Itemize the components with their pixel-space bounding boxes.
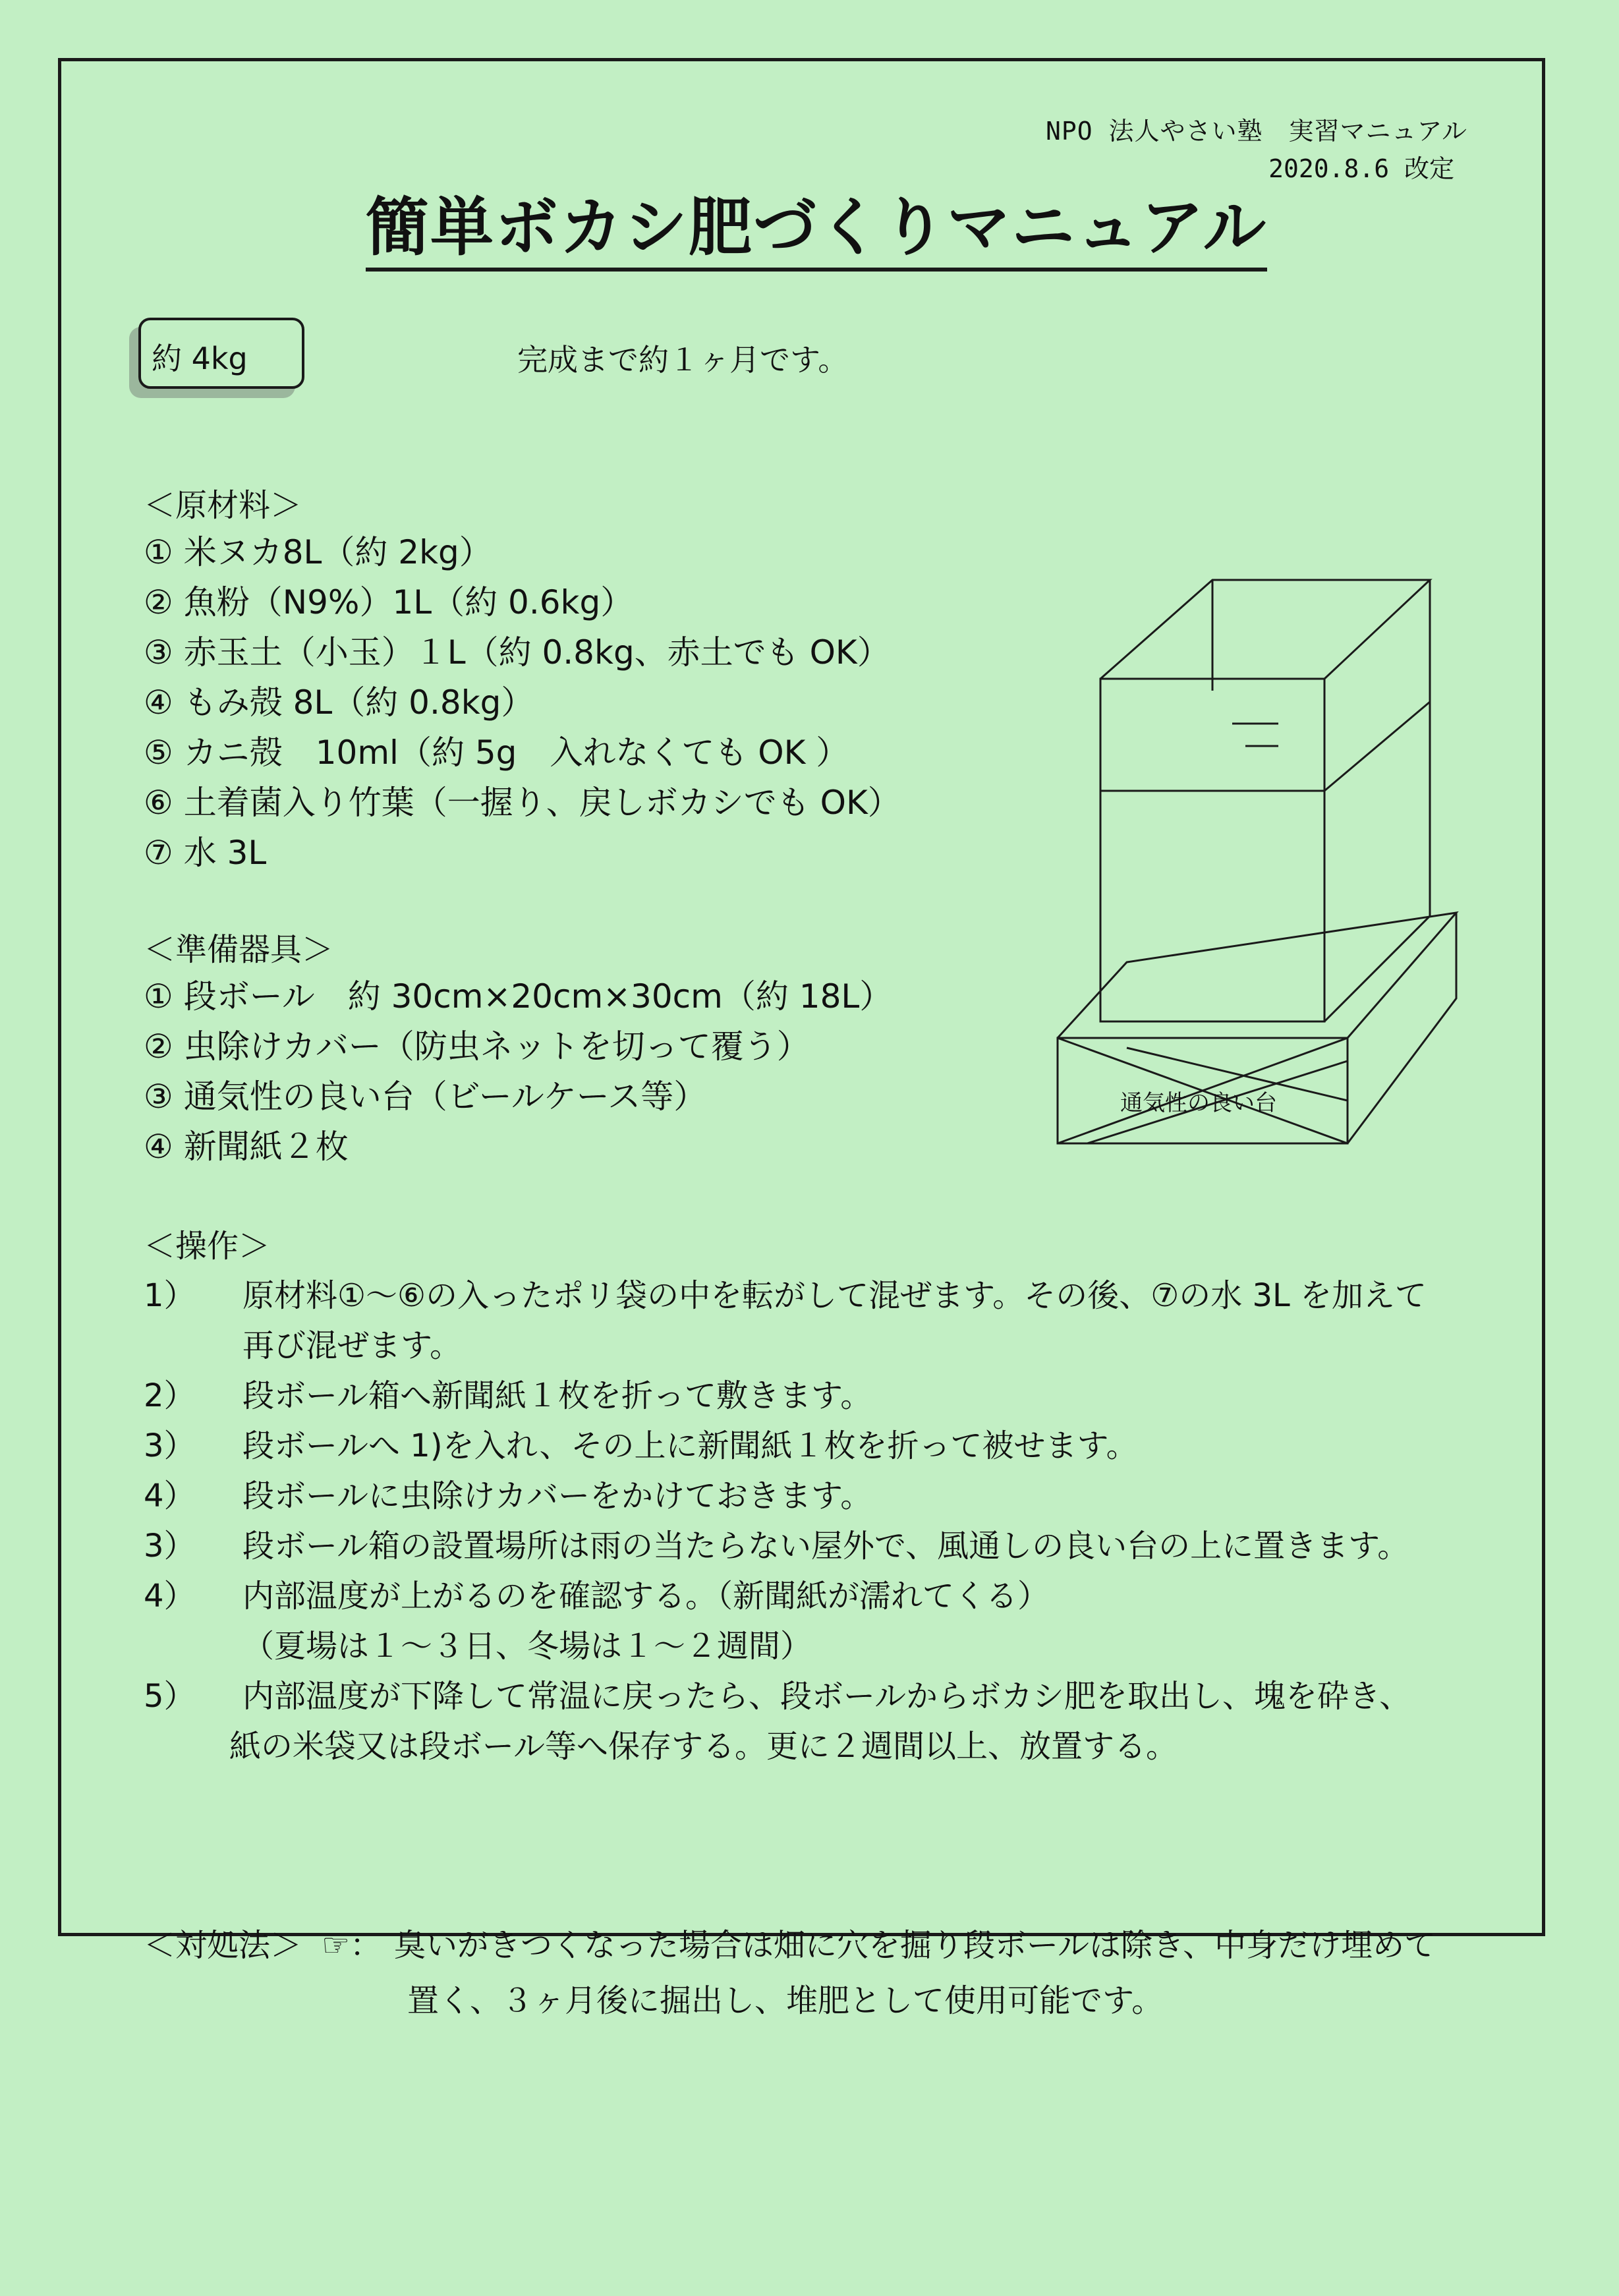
material-item: ⑥ 土着菌入り竹葉（一握り、戻しボカシでも OK）	[144, 784, 901, 822]
operations-list	[144, 1271, 1514, 1771]
operations-heading: ＜操作＞	[144, 1228, 271, 1265]
operation-step	[144, 1571, 1514, 1621]
operation-step	[144, 1471, 1514, 1521]
page-title: 簡単ボカシ肥づくりマニュアル	[366, 191, 1267, 272]
step-number: 4）	[144, 1478, 196, 1514]
remedy-heading: ＜対処法＞	[144, 1927, 302, 1964]
step-text: 段ボール箱へ新聞紙１枚を折って敷きます。	[242, 1377, 872, 1414]
stand-label: 通気性の良い台	[1120, 1090, 1277, 1116]
stand-side-face	[1348, 913, 1456, 1143]
net-top-face	[1100, 580, 1430, 679]
step-continuation: （夏場は１～３日、冬場は１～２週間）	[242, 1628, 812, 1665]
operation-step	[144, 1271, 1514, 1321]
materials-list	[144, 527, 901, 878]
equipment-item: ① 段ボール 約 30cm×20cm×30cm（約 18L）	[144, 977, 893, 1016]
material-item: ④ もみ殻 8L（約 0.8kg）	[144, 683, 534, 722]
step-continuation: 紙の米袋又は段ボール等へ保存する。更に２週間以上、放置する。	[229, 1728, 1178, 1765]
equipment-item: ④ 新聞紙２枚	[144, 1128, 349, 1166]
cardboard-front-face	[1100, 791, 1324, 1021]
equipment-item: ③ 通気性の良い台（ビールケース等）	[144, 1077, 707, 1116]
material-item: ⑤ カニ殻 10ml（約 5g 入れなくても OK ）	[144, 733, 849, 772]
equipment-list	[144, 971, 892, 1172]
remedy-text-continued: 置く、３ヶ月後に掘出し、堆肥として使用可能です。	[407, 1982, 1164, 2019]
remedy-text: 臭いがきつくなった場合は畑に穴を掘り段ボールは除き、中身だけ埋めて	[394, 1927, 1436, 1964]
revision-date: 2020.8.6 改定	[1268, 154, 1454, 183]
step-number: 5）	[144, 1678, 196, 1715]
step-number: 3）	[144, 1528, 196, 1564]
cardboard-bottom-edge	[1324, 916, 1430, 1021]
remedy-section	[144, 1918, 1436, 2028]
material-item: ③ 赤玉土（小玉）１L（約 0.8kg、赤土でも OK）	[144, 633, 890, 672]
step-text: 原材料①～⑥の入ったポリ袋の中を転がして混ぜます。その後、⑦の水 3L を加えて	[242, 1277, 1427, 1314]
step-number: 3）	[144, 1427, 196, 1464]
net-side-edge	[1324, 702, 1430, 791]
step-number: 2）	[144, 1377, 196, 1414]
stand-top-face	[1058, 913, 1456, 1038]
completion-note: 完成まで約１ヶ月です。	[517, 342, 849, 378]
equipment-item: ② 虫除けカバー（防虫ネットを切って覆う）	[144, 1027, 810, 1066]
step-text: 段ボール箱の設置場所は雨の当たらない屋外で、風通しの良い台の上に置きます。	[242, 1528, 1409, 1564]
weight-badge: 約 4kg	[138, 318, 304, 389]
materials-heading: ＜原材料＞	[144, 487, 302, 524]
organization-label: NPO 法人やさい塾 実習マニュアル	[1046, 117, 1467, 146]
material-item: ⑦ 水 3L	[144, 834, 267, 872]
step-number: 4）	[144, 1578, 196, 1615]
operation-step	[144, 1371, 1514, 1421]
pointing-hand-icon: ☞：	[322, 1927, 382, 1964]
material-item: ① 米ヌカ8L（約 2kg）	[144, 533, 492, 571]
step-text: 内部温度が上がるのを確認する。（新聞紙が濡れてくる）	[242, 1578, 1050, 1615]
step-number: 1）	[144, 1277, 196, 1314]
net-front-face	[1100, 679, 1324, 791]
step-text: 段ボールへ 1)を入れ、その上に新聞紙１枚を折って被せます。	[242, 1427, 1138, 1464]
step-continuation: 再び混ぜます。	[242, 1327, 462, 1364]
step-text: 内部温度が下降して常温に戻ったら、段ボールからボカシ肥を取出し、塊を砕き、	[242, 1678, 1411, 1715]
operation-step	[144, 1671, 1514, 1721]
operation-step	[144, 1521, 1514, 1571]
material-item: ② 魚粉（N9%）1L（約 0.6kg）	[144, 583, 634, 621]
step-text: 段ボールに虫除けカバーをかけておきます。	[242, 1478, 872, 1514]
operation-step	[144, 1421, 1514, 1471]
equipment-heading: ＜準備器具＞	[144, 931, 334, 968]
box-diagram	[1048, 573, 1483, 1147]
